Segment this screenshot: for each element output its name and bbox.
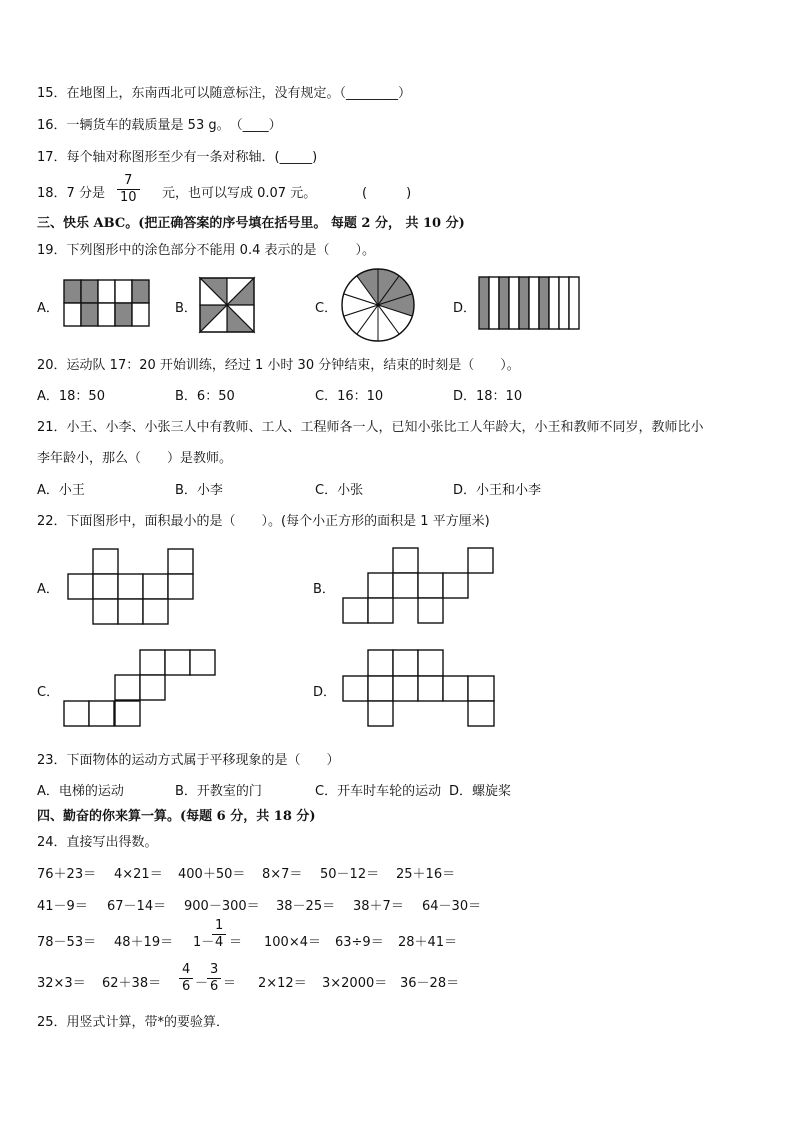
option-label-d: D． [313, 685, 337, 700]
figure-22c-squares [64, 650, 218, 727]
option-c: C．开车时车轮的运动 [315, 784, 442, 799]
fraction-three-sixths [207, 962, 221, 995]
question-15: 15．在地图上，东南西北可以随意标注，没有规定。（________） [37, 86, 412, 101]
section-heading-4: 四、勤奋的你来算一算。(每题 6 分，共 18 分) [37, 809, 316, 824]
question-21-line1: 21．小王、小李、小张三人中有教师、工人、工程师各一人，已知小张比工人年龄大，小王和教师不同岁，教师比小 [37, 420, 704, 435]
arithmetic-item: 50－12＝ [320, 867, 380, 882]
arithmetic-item: 62＋38＝ [102, 976, 162, 991]
fraction-numerator: 7 [124, 173, 133, 188]
minus-sign: － [195, 976, 209, 991]
option-label-c: C． [315, 301, 338, 316]
arithmetic-item: 2×12＝ [258, 976, 307, 991]
question-18-prefix: 18．7 分是 [37, 186, 105, 201]
arithmetic-item: 36－28＝ [400, 976, 460, 991]
fraction-denominator: 10 [117, 189, 140, 206]
option-c: C．小张 [315, 483, 364, 498]
fraction-numerator: 1 [215, 918, 224, 933]
arithmetic-item: 78－53＝ [37, 935, 97, 950]
option-label-b: B． [175, 301, 197, 316]
question-22: 22．下面图形中，面积最小的是（ ）。(每个小正方形的面积是 1 平方厘米) [37, 514, 490, 529]
fraction-denominator: 6 [207, 978, 221, 995]
fraction-numerator: 4 [182, 962, 191, 977]
arithmetic-item: 67－14＝ [107, 899, 167, 914]
figure-19c-circle [341, 268, 415, 342]
option-d: D．18：10 [453, 389, 523, 404]
question-18-suffix: 元，也可以写成 0.07 元。 [162, 186, 317, 201]
option-label-b: B． [313, 582, 335, 597]
arithmetic-item: 3×2000＝ [322, 976, 388, 991]
question-19: 19．下列图形中的涂色部分不能用 0.4 表示的是（ ）。 [37, 243, 375, 258]
option-d: D．小王和小李 [453, 483, 542, 498]
arithmetic-item: 38＋7＝ [353, 899, 404, 914]
option-label-c: C． [37, 685, 60, 700]
answer-blank: ( ) [362, 186, 412, 201]
arithmetic-item: 64－30＝ [422, 899, 482, 914]
section-heading-3: 三、快乐 ABC。(把正确答案的序号填在括号里。 每题 2 分， 共 10 分) [37, 216, 465, 231]
question-16: 16．一辆货车的载质量是 53 g。 （____） [37, 118, 282, 133]
figure-22a-squares [68, 549, 194, 625]
arithmetic-item: 32×3＝ [37, 976, 86, 991]
arithmetic-item: 41－9＝ [37, 899, 88, 914]
figure-19d-strips [479, 277, 579, 330]
equals-sign: ＝ [229, 935, 243, 950]
question-18-fraction [117, 173, 140, 206]
fraction-one-quarter [212, 918, 226, 951]
question-24: 24．直接写出得数。 [37, 835, 158, 850]
question-23: 23．下面物体的运动方式属于平移现象的是（ ） [37, 753, 340, 768]
arithmetic-item: 4×21＝ [114, 867, 163, 882]
option-a: A．18：50 [37, 389, 105, 404]
arithmetic-item: 100×4＝ [264, 935, 321, 950]
arithmetic-item: 38－25＝ [276, 899, 336, 914]
option-b: B．6：50 [175, 389, 235, 404]
arithmetic-item: 28＋41＝ [398, 935, 458, 950]
figure-19a-grid [64, 280, 149, 327]
fraction-denominator: 4 [212, 934, 226, 951]
question-17: 17．每个轴对称图形至少有一条对称轴．(_____) [37, 150, 318, 165]
arithmetic-item: 8×7＝ [262, 867, 303, 882]
equals-sign: ＝ [223, 976, 237, 991]
fraction-four-sixths [179, 962, 193, 995]
question-20: 20．运动队 17：20 开始训练，经过 1 小时 30 分钟结束，结束的时刻是（ ）。 [37, 358, 520, 373]
figure-22b-squares [343, 548, 494, 624]
arithmetic-item: 400＋50＝ [178, 867, 246, 882]
option-c: C．16：10 [315, 389, 384, 404]
arithmetic-item-prefix: 1－ [193, 935, 215, 950]
option-a: A．电梯的运动 [37, 784, 124, 799]
arithmetic-item: 900－300＝ [184, 899, 260, 914]
arithmetic-item: 48＋19＝ [114, 935, 174, 950]
fraction-numerator: 3 [210, 962, 219, 977]
question-25: 25．用竖式计算，带*的要验算． [37, 1015, 230, 1030]
fraction-denominator: 6 [179, 978, 193, 995]
figure-22d-squares [343, 650, 496, 728]
option-b: B．开教室的门 [175, 784, 262, 799]
option-label-a: A． [37, 301, 59, 316]
option-label-d: D． [453, 301, 477, 316]
option-b: B．小李 [175, 483, 223, 498]
arithmetic-item: 63÷9＝ [335, 935, 384, 950]
option-a: A．小王 [37, 483, 85, 498]
arithmetic-item: 76＋23＝ [37, 867, 97, 882]
option-d: D．螺旋桨 [449, 784, 512, 799]
question-21-line2: 李年龄小，那么（ ）是教师。 [37, 451, 233, 466]
option-label-a: A． [37, 582, 59, 597]
arithmetic-item: 25＋16＝ [396, 867, 456, 882]
figure-19b-square [200, 278, 254, 332]
